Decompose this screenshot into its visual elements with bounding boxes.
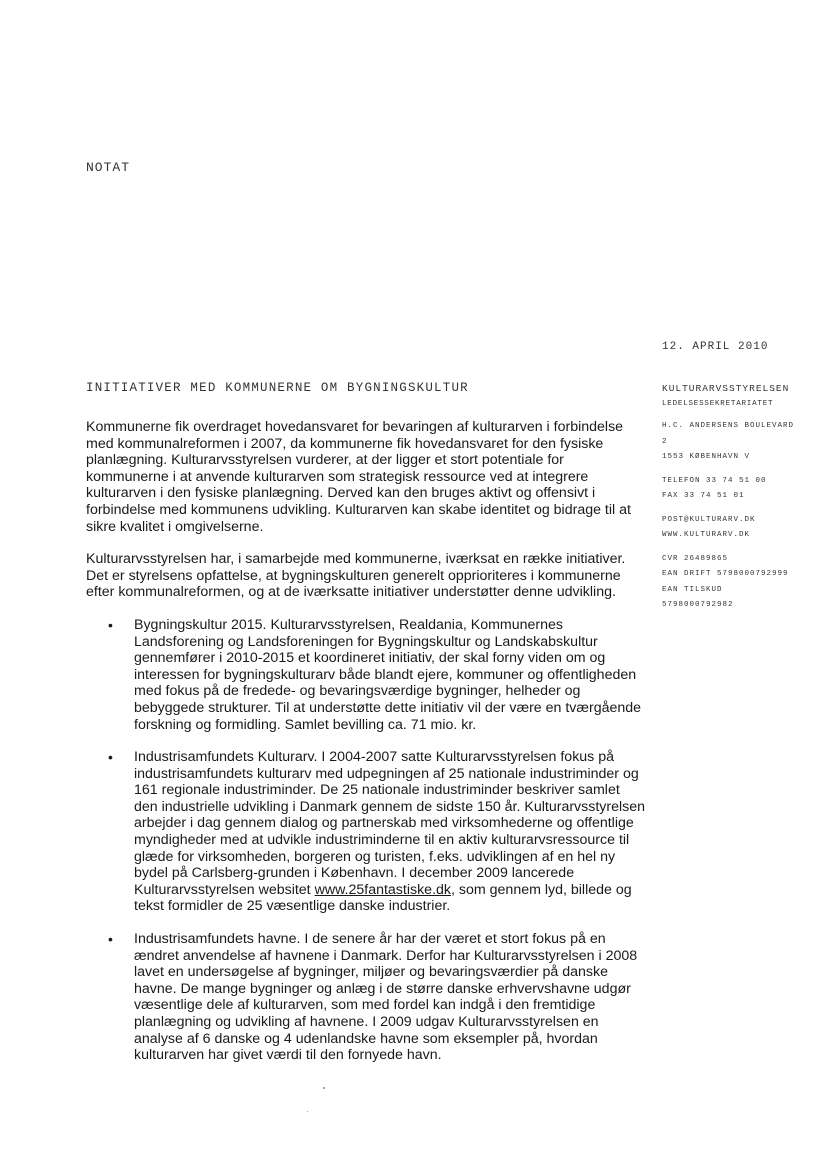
address-line-2: 2	[662, 437, 668, 446]
scan-speck	[307, 1111, 308, 1112]
bullet-icon: •	[108, 749, 113, 766]
sender-department: LEDELSESSEKRETARIATET	[662, 400, 774, 408]
list-item-text: Industrisamfundets Kulturarv. I 2004-2007 satte Kulturarvsstyrelsen fokus på industrisamfundets kulturarv med udpegningen af 25 nationale industriminder og 161 regionale industriminder. De 25 nationale industriminder beskriver samlet den industrielle udvikling i Danmark gennem de sidste 150 år. Kulturarvsstyrelsen arbejder i dag gennem dialog og partnerskab med virksomhederne og offentlige myndigheder med at udvikle industriminderne til en aktiv kulturarvsressource til glæde for virksomheden, borgeren og turisten, f.eks. udviklingen af en hel ny bydel på Carlsberg-grunden i København. I december 2009 lancerede Kulturarvsstyrelsen websitet	[134, 749, 646, 898]
document-title: INITIATIVER MED KOMMUNERNE OM BYGNINGSKULTUR	[86, 381, 469, 395]
email-address: POST@KULTURARV.DK	[662, 515, 756, 524]
list-item-text-end: , som gennem lyd, billede og tekst formidler de 25 væsentlige danske industrier.	[134, 881, 632, 915]
initiative-list	[86, 617, 646, 1064]
fax-number: FAX 33 74 51 01	[662, 492, 745, 500]
cvr-number: CVR 26489865	[662, 554, 729, 563]
bullet-icon: •	[108, 616, 113, 633]
address-line-1: H.C. ANDERSENS BOULEVARD	[662, 422, 795, 430]
sender-info	[662, 381, 822, 614]
bullet-icon: •	[108, 931, 113, 948]
phone-number: TELEFON 33 74 51 00	[662, 476, 767, 485]
ean-tilskud-label: EAN TILSKUD	[662, 585, 723, 594]
ean-tilskud-number: 5798000792982	[662, 601, 734, 609]
list-item-text: Industrisamfundets havne. I de senere år har der været et stort fokus på en ændret anvendelse af havnene i Danmark. Derfor har Kulturarvsstyrelsen i 2008 lavet en undersøgelse af bygninger, miljøer og bevaringsværdier på danske havne. De mange bygninger og anlæg i de større danske erhvervshavne udgør væsentlige dele af kulturarven, som med fordel kan indgå i den fremtidige planlægning og udvikling af havnene. I 2009 udgav Kulturarvsstyrelsen en analyse af 6 danske og 4 udenlandske havne som eksempler på, hvordan kulturarven har givet værdi til den fornyede havn.	[134, 931, 638, 1064]
website-address: WWW.KULTURARV.DK	[662, 531, 751, 539]
list-item	[86, 617, 646, 733]
document-type-label: NOTAT	[86, 160, 131, 175]
list-item	[86, 749, 646, 915]
website-link[interactable]: www.25fantastiske.dk	[314, 881, 452, 898]
scan-speck	[323, 1087, 325, 1089]
address-line-3: 1553 KØBENHAVN V	[662, 453, 751, 461]
list-item	[86, 931, 646, 1064]
body-paragraph: Kommunerne fik overdraget hovedansvaret for bevaringen af kulturarven i forbindelse med kommunalreformen i 2007, da kommunerne fik hovedansvaret for den fysiske planlægning. Kulturarvsstyrelsen vurderer, at der ligger et stort potentiale for kommunerne i at anvende kulturarven som strategisk ressource ved at integrere kulturarven i den fysiske planlægning. Derved kan den bruges aktivt og offensivt i forbindelse med kommunens udvikling. Kulturarven kan skabe identitet og bidrage til at sikre kvalitet i omgivelserne.	[86, 419, 631, 535]
document-body	[86, 419, 646, 1080]
body-paragraph: Kulturarvsstyrelsen har, i samarbejde med kommunerne, iværksat en række initiativer. Det er styrelsens opfattelse, at bygningskulturen generelt opprioriteres i kommunerne efter kommunalreformen, og at de iværksatte initiativer understøtter denne udvikling.	[86, 551, 626, 601]
list-item-text: Bygningskultur 2015. Kulturarvsstyrelsen, Realdania, Kommunernes Landsforening og Landsforeningen for Bygningskultur og Landskabskultur gennemfører i 2010-2015 et koordineret initiativ, der skal forny viden om og interessen for bygningskulturarv både blandt ejere, kommuner og offentligheden med fokus på de fredede- og bevaringsværdige bygninger, helheder og bebyggede strukturer. Til at understøtte dette initiativ vil der være en tværgående forskning og formidling. Samlet bevilling ca. 71 mio. kr.	[134, 616, 642, 733]
sender-organization: KULTURARVSSTYRELSEN	[662, 383, 790, 394]
document-date: 12. APRIL 2010	[662, 341, 769, 353]
ean-drift-number: EAN DRIFT 5798000792999	[662, 570, 789, 578]
